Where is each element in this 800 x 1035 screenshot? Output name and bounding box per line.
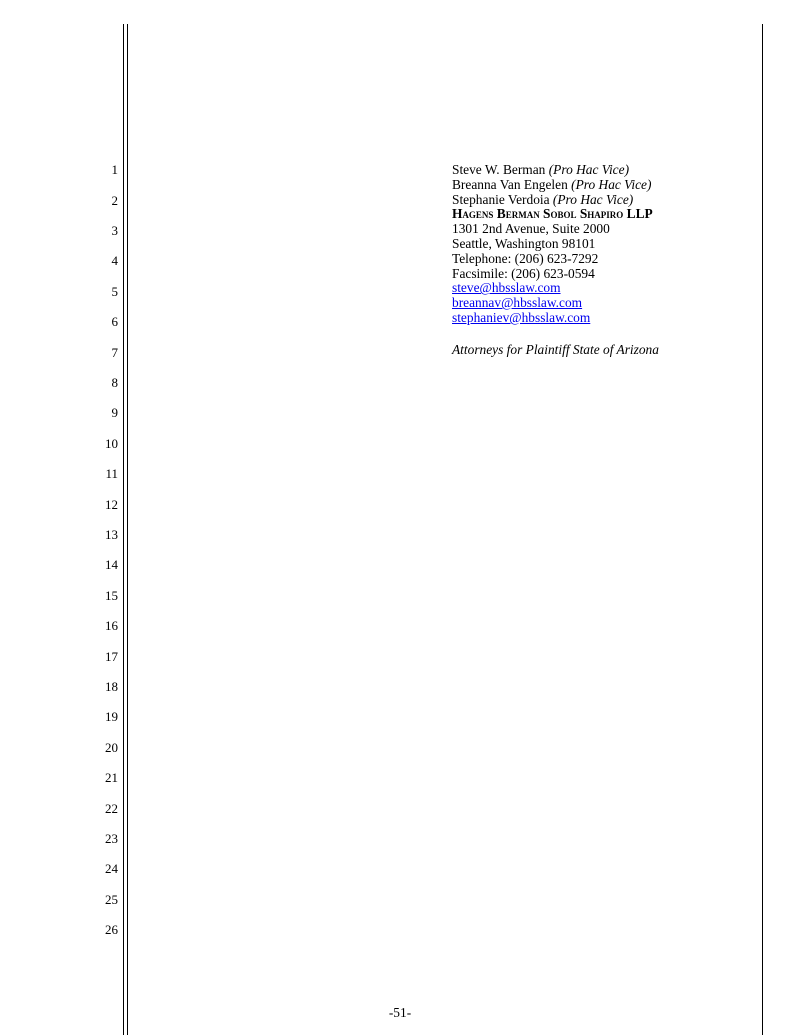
- line-number: 16: [105, 618, 118, 633]
- attorney-name: Stephanie Verdoia: [452, 191, 550, 207]
- line-number: 25: [105, 892, 118, 907]
- firm-name: Hagens Berman Sobol Shapiro LLP: [452, 206, 653, 222]
- line-number: 6: [111, 314, 118, 329]
- line-number: 15: [105, 588, 118, 603]
- line-number: 19: [105, 709, 118, 724]
- firm-address-line-1: 1301 2nd Avenue, Suite 2000: [452, 221, 610, 237]
- line-number: 7: [111, 345, 118, 360]
- page-number: -51-: [388, 1005, 412, 1020]
- line-number: 8: [111, 375, 118, 390]
- line-number: 21: [105, 770, 118, 785]
- attorney-admission: (Pro Hac Vice): [571, 176, 652, 192]
- line-number: 1: [111, 162, 118, 177]
- line-number: 4: [111, 253, 118, 268]
- firm-facsimile: Facsimile: (206) 623-0594: [452, 265, 595, 281]
- firm-address-line-2: Seattle, Washington 98101: [452, 235, 596, 251]
- line-number: 18: [105, 679, 118, 694]
- attorney-admission: (Pro Hac Vice): [552, 191, 634, 207]
- email-link-steve[interactable]: steve@hbsslaw.com: [452, 280, 561, 296]
- attorney-line-2: [452, 178, 659, 193]
- email-link-stephaniev[interactable]: stephaniev@hbsslaw.com: [452, 309, 591, 325]
- right-margin-line: [762, 24, 763, 1035]
- line-number: 2: [111, 193, 118, 208]
- firm-telephone: Telephone: (206) 623-7292: [452, 250, 599, 266]
- line-number: 11: [105, 466, 118, 481]
- spacer: [452, 326, 659, 343]
- attorney-line-1: [452, 163, 659, 178]
- line-number: 3: [111, 223, 118, 238]
- line-number: 12: [105, 497, 118, 512]
- counsel-signature-block: [452, 163, 659, 358]
- left-margin-line-inner: [127, 24, 128, 1035]
- left-margin-line-outer: [123, 24, 124, 1035]
- line-number: 13: [105, 527, 118, 542]
- line-number: 23: [105, 831, 118, 846]
- attorney-line-3: [452, 193, 659, 208]
- email-link-breannav[interactable]: breannav@hbsslaw.com: [452, 295, 583, 311]
- line-number: 10: [105, 436, 118, 451]
- attorneys-for-line: Attorneys for Plaintiff State of Arizona: [452, 341, 659, 357]
- line-number: 9: [111, 405, 118, 420]
- line-number: 24: [105, 861, 118, 876]
- line-number: 5: [111, 284, 118, 299]
- attorney-name: Steve W. Berman: [452, 162, 546, 177]
- line-number: 22: [105, 801, 118, 816]
- line-number: 14: [105, 557, 118, 572]
- line-number: 20: [105, 740, 118, 755]
- line-number: 17: [105, 649, 118, 664]
- line-number: 26: [105, 922, 118, 937]
- attorney-admission: (Pro Hac Vice): [548, 162, 630, 177]
- attorney-name: Breanna Van Engelen: [452, 176, 568, 192]
